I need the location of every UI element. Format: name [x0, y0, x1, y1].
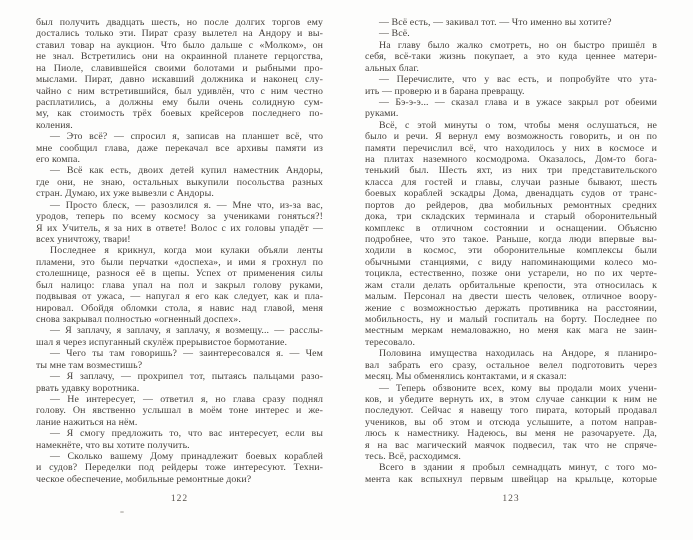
text-line: — Просто блеск, — разозлился я. — Мне что, из-за вас, — [50, 199, 323, 211]
text-line: коления. — [36, 119, 73, 131]
text-line: мыслами. Пират, давно искавший должника и наконец слу- — [36, 74, 323, 86]
text-line: месяц. Мы обменялись контактами, и я сказал: — [365, 371, 567, 383]
text-line: я на вас магический маячок подвесил, так что не спряче- — [365, 439, 657, 451]
text-line: — Теперь обзвоните всех, кому вы продали моих учени- — [379, 382, 657, 394]
text-line: тересовало. — [365, 336, 416, 348]
text-line: — Я заплачу, — прохрипел тот, пытаясь пальцами разо- — [50, 371, 323, 383]
text-line: — Бэ-э-э... — сказал глава и в ужасе закрыл рот обеими — [379, 96, 657, 108]
text-line: памяти перечислил всё, что находилось у них в космосе и — [365, 142, 657, 154]
text-line: был налицо: глава упал на пол и закрыл голову руками, — [36, 279, 323, 291]
text-line: — Я заплачу, я заплачу, я заплачу, я возмещу... — расслы- — [50, 325, 323, 337]
text-line: обычными станциями, с виду напоминающими колесо мо- — [365, 256, 657, 268]
text-line: и судов? Переделки под рейдеры тоже интересуют. Техни- — [36, 462, 323, 474]
text-line: жение с возможностью держать противника на расстоянии, — [365, 302, 657, 314]
text-line: шал я через испуганный скулёж прерывистое бормотание. — [36, 336, 288, 348]
text-line: жам стали делать орбитальные крепости, эта относилась к — [365, 279, 657, 291]
text-line: ходили в космос, эти оборонительные комплексы были — [365, 245, 657, 257]
page-number-right: 123 — [502, 494, 520, 504]
text-line: — Всё. — [379, 28, 410, 40]
text-line: нировал. Обойдя обломки стола, я навис над главой, меня — [36, 302, 323, 314]
text-line: Последнее я крикнул, когда мои кулаки объяли ленты — [50, 245, 323, 257]
text-line: альных благ. — [365, 62, 419, 74]
text-line: — Всё как есть, двоих детей купил наместник Андоры, — [50, 165, 323, 177]
text-line: пламени, это были перчатки «доспеха», и ими я грохнул по — [36, 256, 323, 268]
text-line: — Всё есть, — закивал тот. — Что именно вы хотите? — [379, 17, 612, 28]
text-line: руками. — [365, 108, 399, 120]
text-line: чайно с ним встретившийся, был удивлён, что с ним честно — [36, 85, 323, 97]
text-line: Всего в здании я пробыл семнадцать минут, с того мо- — [379, 462, 657, 474]
text-line: — Перечислите, что у вас есть, и попробуйте что ута- — [379, 74, 657, 86]
text-line: голову. Он явственно услышал в моём тоне интерес и же- — [36, 405, 323, 417]
page-number-left: 122 — [170, 494, 189, 504]
text-line: мобильность, ну и малый госпиталь на борту. Последнее по — [365, 313, 657, 325]
text-line: тенький был. Шесть яхт, из них три представительского — [365, 165, 657, 177]
page-left-text — [36, 17, 323, 485]
text-line: му, как стоимость трёх боевых крейсеров последнего по- — [36, 108, 323, 120]
text-line: подробнее, что это такое. Раньше, когда люди впервые вы- — [365, 234, 657, 246]
text-line: — Не интересует, — ответил я, но глава сразу поднял — [50, 393, 323, 405]
text-line: было и речи. Я вернул ему возможность говорить, и он по — [365, 131, 657, 143]
text-line: боевых кораблей эскадры Дома, двенадцать судов от транс- — [365, 188, 657, 200]
text-line: последуют. Сейчас я навещу того пирата, который продавал — [365, 405, 657, 417]
text-line: — Я смогу предложить то, что вас интересует, если вы — [50, 428, 323, 440]
text-line: стран. Думаю, их уже вывезли с Андоры. — [36, 188, 214, 200]
text-line: портов до рейдеров, два мобильных ремонтных средних — [365, 199, 657, 211]
text-line: на плитах наземного космодрома. Оказалось, Дом-то бога- — [365, 154, 657, 166]
text-line: Всё, с этой минуты о том, чтобы меня ослушаться, не — [379, 119, 657, 131]
text-line: комплекс в отличном состоянии и оснащении. Объясню — [365, 222, 657, 234]
text-line: ты мне там возместишь? — [36, 359, 143, 371]
text-line: — Сколько вашему Дому принадлежит боевых кораблей — [50, 451, 323, 463]
text-line: подвывая от ужаса, — напугал я его как следует, как и пла- — [36, 291, 323, 303]
text-line: — Чего ты там говоришь? — заинтересовался я. — Чем — [50, 348, 323, 360]
text-line: его компа. — [36, 154, 81, 166]
text-line: достались только эти. Пират сразу вылетел на Андору и вы- — [36, 28, 323, 40]
text-line: снова закрывал полностью «огненный доспех». — [36, 313, 241, 325]
text-line: мне сообщил глава, даже перекачал все архивы памяти из — [36, 142, 323, 154]
text-line: ческое обеспечение, мобильные ремонтные доки? — [36, 473, 252, 485]
text-line: ставил товар на аукцион. Что было дальше с «Молком», он — [36, 39, 323, 51]
text-line: не знал. Встретились они на окраинной планете герцогства, — [36, 51, 323, 63]
text-line: Половина имущества находилась на Андоре, я планиро- — [379, 348, 657, 360]
text-line: был получить двадцать шесть, но после долгих торгов ему — [36, 17, 323, 28]
text-line: мента как вспыхнул первым швейцар на крыльце, которые — [365, 473, 657, 485]
text-line: ков, и убедите вернуть их, в этом случае санкции к ним не — [365, 393, 657, 405]
text-line: Я их Учитель, я за них в ответе! Волос с их головы упадёт — — [36, 222, 323, 234]
text-line: на Пиоле, славившейся своими болотами и рыбными про- — [36, 62, 323, 74]
page-right-text — [365, 17, 657, 485]
text-line: где они, не знаю, остальных выкупили посольства разных — [36, 176, 323, 188]
text-line: лание нажиться на нём. — [36, 416, 138, 428]
text-line: На главу было жалко смотреть, но он быстро пришёл в — [379, 39, 657, 51]
text-line: люсь к наместнику. Надеюсь, вы меня не разочаруете. Да, — [365, 428, 657, 440]
text-line: ить — проверю и в барана превращу. — [365, 85, 525, 97]
text-line: класса для гостей и главы, случаи разные бывают, шесть — [365, 176, 657, 188]
text-line: местным меркам немаловажно, но меня как мага не заин- — [365, 325, 657, 337]
text-line: всех уничтожу, твари! — [36, 234, 131, 246]
text-line: дока, три складских терминала и старый оборонительный — [365, 211, 657, 223]
text-line: себя, всё-таки жизнь покупает, а это куда ценнее матери- — [365, 51, 657, 63]
text-line: вал забрать его сразу, остальное велел подготовить через — [365, 359, 657, 371]
text-line: намекнёте, что вы хотите получить. — [36, 439, 190, 451]
text-line: тоцикла, естественно, позже они устарели, но по их черте- — [365, 268, 657, 280]
text-line: малым. Персонал на двести шесть человек, отличное воору- — [365, 291, 657, 303]
text-line: тесь. Всё, расходимся. — [365, 451, 461, 463]
text-line: учеников, вы об этом и отсюда услышите, а потом направ- — [365, 416, 657, 428]
scan-speck — [120, 511, 124, 513]
text-line: рвать удавку воротника. — [36, 382, 140, 394]
text-line: расплатились, а должны ему были очень солидную сум- — [36, 96, 323, 108]
text-line: — Это всё? — спросил я, записав на планшет всё, что — [50, 131, 323, 143]
text-line: уродов, теперь по всему космосу за учениками гоняться?! — [36, 211, 323, 223]
text-line: столешнице, разнося её в щепы. Успех от применения силы — [36, 268, 323, 280]
